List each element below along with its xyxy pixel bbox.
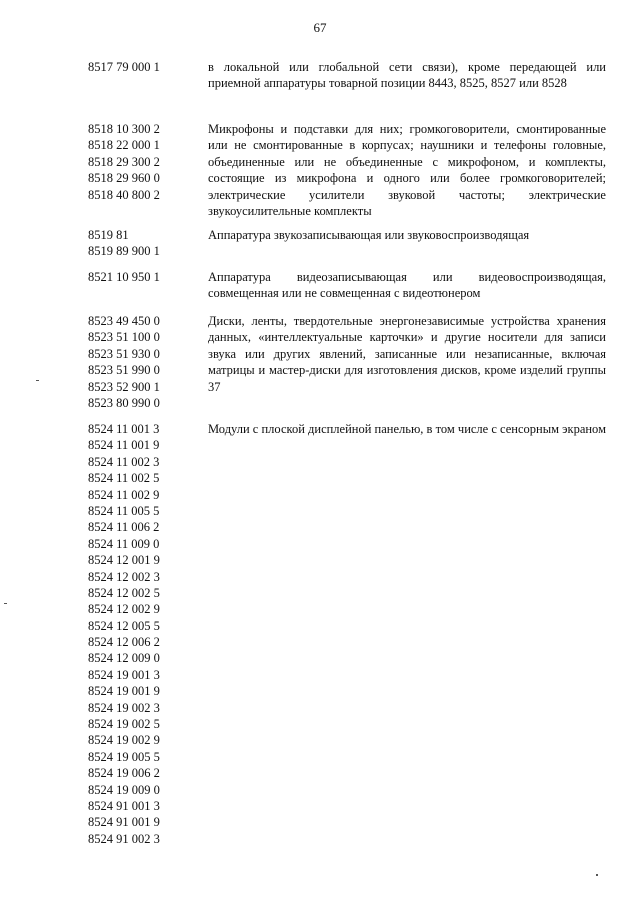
- tn-ved-code: 8524 19 005 5: [88, 749, 160, 764]
- scan-mark: [4, 603, 7, 604]
- tn-ved-code: 8524 11 006 2: [88, 520, 160, 535]
- tn-ved-code: 8524 12 006 2: [88, 635, 160, 650]
- tn-ved-code: 8523 52 900 1: [88, 379, 160, 394]
- tn-ved-code: 8524 11 002 5: [88, 471, 160, 486]
- tn-ved-code: 8523 80 990 0: [88, 395, 160, 410]
- tn-ved-code: 8523 51 990 0: [88, 363, 160, 378]
- tn-ved-code: 8523 51 100 0: [88, 330, 160, 345]
- tn-ved-code: 8524 19 001 3: [88, 667, 160, 682]
- code-list: [88, 269, 200, 285]
- entry-description: Модули с плоской дисплейной панелью, в том числе с сенсорным экраном: [208, 422, 606, 436]
- tn-ved-code: 8524 11 001 9: [88, 438, 160, 453]
- tn-ved-code: 8519 89 900 1: [88, 244, 160, 259]
- tn-ved-code: 8524 12 002 9: [88, 602, 160, 617]
- tn-ved-code: 8518 10 300 2: [88, 122, 160, 136]
- tn-ved-code: 8524 12 002 5: [88, 585, 160, 600]
- tn-ved-code: 8524 19 009 0: [88, 782, 160, 797]
- code-list: [88, 313, 200, 411]
- tn-ved-code: 8524 19 001 9: [88, 684, 160, 699]
- code-list: [88, 421, 200, 847]
- tn-ved-code: 8524 11 002 3: [88, 454, 160, 469]
- entry-description: Аппаратура видеозаписывающая или видеовоспроизводящая, совмещенная или не совмещенная с видеотюнером: [208, 270, 606, 301]
- tn-ved-code: 8524 91 001 3: [88, 798, 160, 813]
- tn-ved-code: 8518 29 300 2: [88, 154, 160, 169]
- entry-description: Диски, ленты, твердотельные энергонезависимые устройства хранения данных, «интеллектуальные карточки» и другие носители для записи звука или других явлений, записанные или незаписанные, включая матрицы и мастер-диски для изготовления дисков, кроме изделий группы 37: [208, 314, 606, 394]
- tn-ved-code: 8517 79 000 1: [88, 60, 160, 74]
- tn-ved-code: 8518 22 000 1: [88, 138, 160, 153]
- tn-ved-code: 8524 11 009 0: [88, 536, 160, 551]
- tn-ved-code: 8523 49 450 0: [88, 314, 160, 328]
- tn-ved-code: 8524 12 002 3: [88, 569, 160, 584]
- code-list: [88, 121, 200, 203]
- entry-description: Аппаратура звукозаписывающая или звуковоспроизводящая: [208, 228, 530, 242]
- scan-mark: [596, 874, 598, 876]
- code-list: [88, 59, 200, 75]
- tn-ved-code: 8518 29 960 0: [88, 171, 160, 186]
- tn-ved-code: 8524 12 009 0: [88, 651, 160, 666]
- tn-ved-code: 8524 91 001 9: [88, 815, 160, 830]
- tn-ved-code: 8523 51 930 0: [88, 346, 160, 361]
- tn-ved-code: 8524 11 005 5: [88, 503, 160, 518]
- tn-ved-code: 8524 12 001 9: [88, 553, 160, 568]
- tn-ved-code: 8524 19 002 5: [88, 717, 160, 732]
- scan-mark: [36, 380, 39, 381]
- tn-ved-code: 8524 11 002 9: [88, 487, 160, 502]
- tn-ved-code: 8524 19 002 3: [88, 700, 160, 715]
- tn-ved-code: 8519 81: [88, 228, 129, 242]
- page-number: 67: [313, 20, 327, 35]
- entry-description: Микрофоны и подставки для них; громкоговорители, смонтированные или не смонтированные в корпусах; наушники и телефоны головные, объединенные или не объединенные с микрофоном, и комплекты, состоящие из микрофона и одного или более громкоговорителей; электрические усилители звуковой частоты; электрические звукоусилительные комплекты: [208, 122, 606, 219]
- code-list: [88, 227, 200, 260]
- tn-ved-code: 8524 12 005 5: [88, 618, 160, 633]
- tn-ved-code: 8521 10 950 1: [88, 270, 160, 284]
- tn-ved-code: 8524 11 001 3: [88, 422, 160, 436]
- tn-ved-code: 8518 40 800 2: [88, 187, 160, 202]
- entry-description: в локальной или глобальной сети связи), кроме передающей или приемной аппаратуры товарной позиции 8443, 8525, 8527 или 8528: [208, 60, 606, 91]
- tn-ved-code: 8524 91 002 3: [88, 831, 160, 846]
- tn-ved-code: 8524 19 002 9: [88, 733, 160, 748]
- tn-ved-code: 8524 19 006 2: [88, 766, 160, 781]
